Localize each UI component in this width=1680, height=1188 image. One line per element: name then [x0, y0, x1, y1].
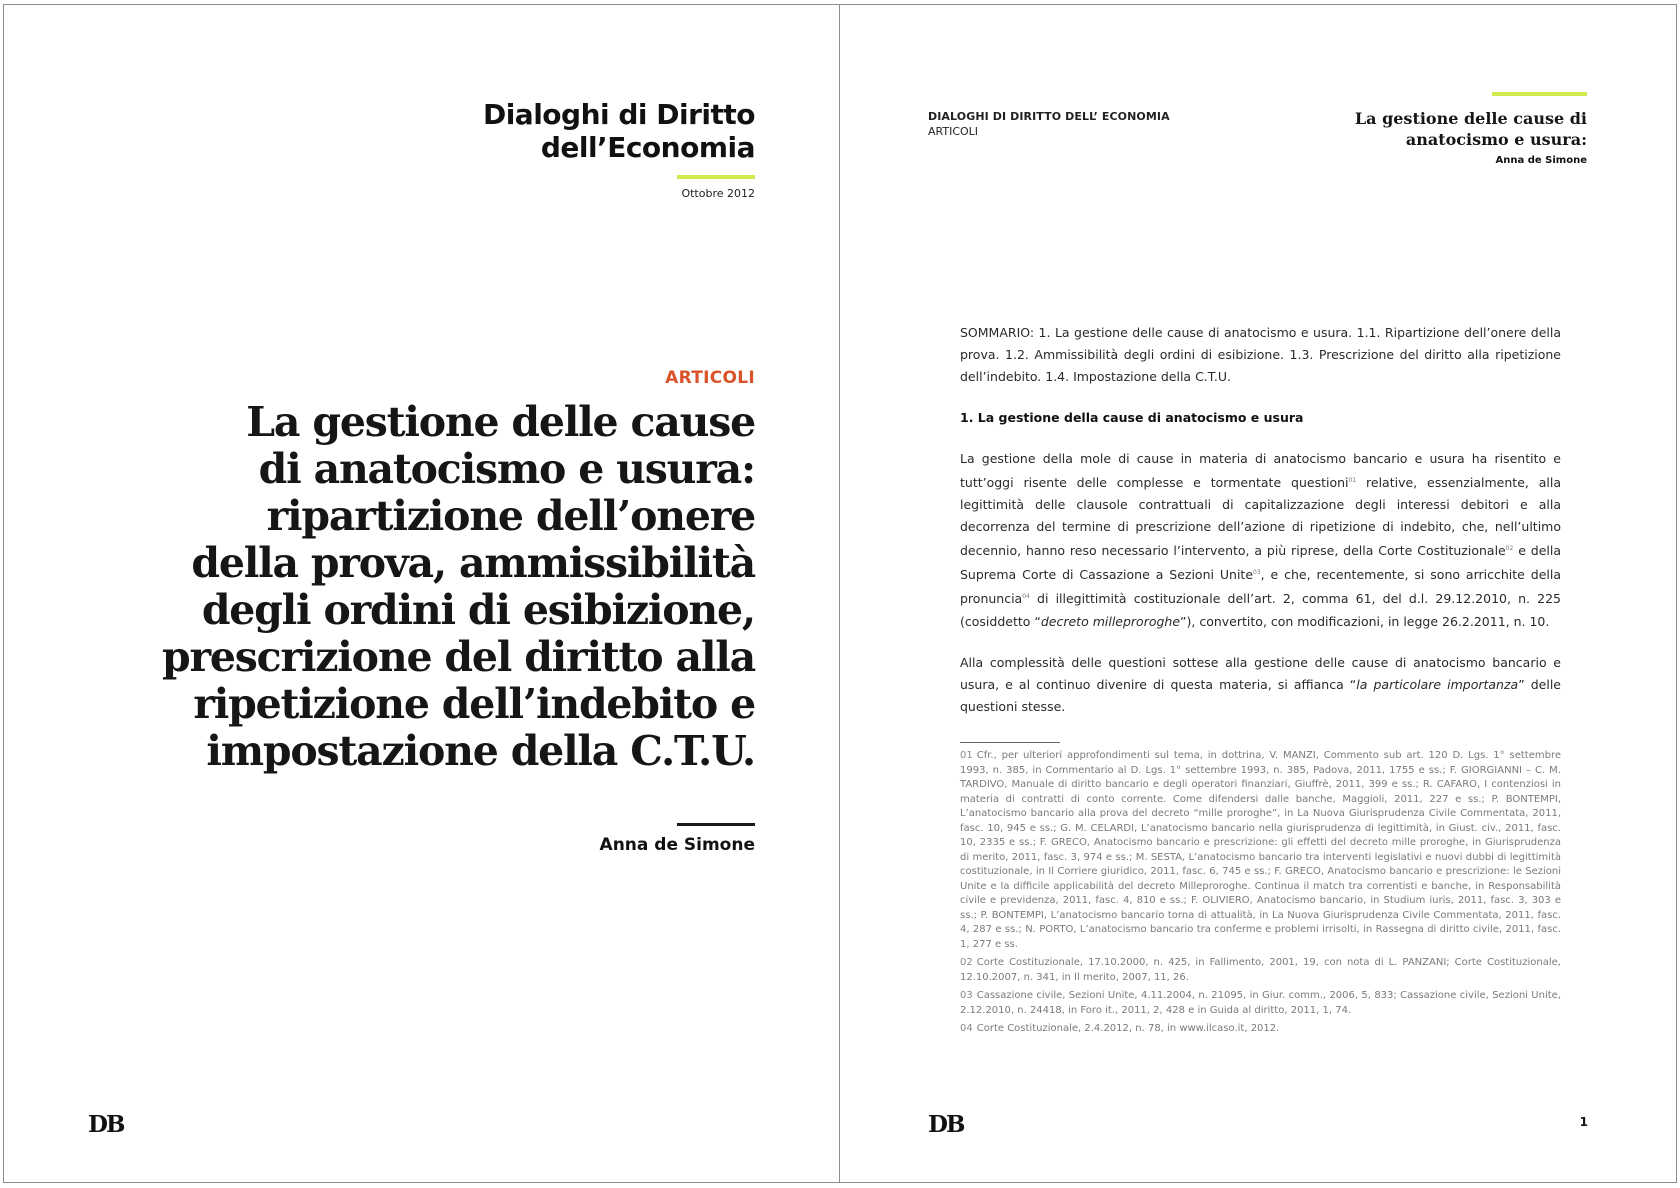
- footnote-reference[interactable]: 01: [1348, 477, 1357, 484]
- issue-date: Ottobre 2012: [681, 187, 755, 200]
- footnote-reference[interactable]: 03: [1253, 569, 1261, 577]
- article-title-line: degli ordini di esibizione,: [201, 586, 755, 634]
- footnote-number: 01: [960, 750, 973, 761]
- emphasis: decreto milleproroghe: [1040, 613, 1181, 629]
- text-run: La gestione della mole di cause in materia di anatocismo bancario e usura ha risentito e tutt’oggi risente delle complesse e tormentate questioni: [960, 451, 1561, 491]
- article-body: [960, 322, 1561, 737]
- text-run: , e che, recentemente, si sono arricchite della pronuncia: [960, 567, 1561, 607]
- accent-rule: [677, 175, 755, 179]
- text-run: ”), convertito, con modificazioni, in legge 26.2.2011, n. 10.: [1180, 613, 1550, 629]
- journal-title-line: Dialoghi di Diritto: [482, 98, 755, 131]
- right-page: [840, 4, 1676, 1183]
- text-run: relative, essenzialmente, alla legittimità delle clausole contrattuali di capitalizzazione degli interessi debitori e alla decorrenza del termine di prescrizione dell’azione di ripetizione di indebito, che, nell’ultimo decennio, hanno reso necessario l’intervento, a più riprese, della Corte Costituzionale: [960, 475, 1561, 559]
- footnote-text: Cassazione civile, Sezioni Unite, 4.11.2004, n. 21095, in Giur. comm., 2006, 5, 833; Cassazione civile, Sezioni Unite, 2.12.2010, n. 24418, in Foro it., 2011, 2, 428 e in Guida al diritto, 2011, 1, 74.: [960, 990, 1561, 1016]
- text-run: ” delle questioni stesse.: [960, 676, 1561, 714]
- left-page: [4, 4, 839, 1183]
- running-author: Anna de Simone: [1495, 155, 1587, 166]
- article-title-line: La gestione delle cause: [246, 398, 755, 446]
- body-paragraph: [960, 448, 1561, 633]
- short-title-line: anatocismo e usura:: [1405, 130, 1587, 149]
- footnote: [960, 956, 1561, 985]
- running-head-journal: DIALOGHI DI DIRITTO DELL’ ECONOMIA: [928, 110, 1170, 123]
- footnote: [960, 749, 1561, 952]
- footnote-text: Corte Costituzionale, 17.10.2000, n. 425, in Fallimento, 2001, 19, con nota di L. PANZANI; Corte Costituzionale, 12.10.2007, n. 341, in Il merito, 2007, 11, 26.: [960, 957, 1561, 983]
- footnotes: [960, 749, 1561, 1041]
- summary-paragraph: SOMMARIO: 1. La gestione delle cause di anatocismo e usura. 1.1. Ripartizione dell’onere della prova. 1.2. Ammissibilità degli ordini di esibizione. 1.3. Prescrizione del diritto alla ripetizione dell’indebito. 1.4. Impostazione della C.T.U.: [960, 325, 1561, 384]
- short-title-line: La gestione delle cause di: [1354, 109, 1587, 128]
- section-label: ARTICOLI: [665, 368, 755, 388]
- article-title-line: prescrizione del diritto alla: [162, 633, 755, 681]
- body-paragraph: [960, 652, 1561, 718]
- author-rule: [677, 823, 755, 826]
- article-title-line: ripartizione dell’onere: [266, 492, 755, 540]
- accent-rule: [1492, 92, 1587, 96]
- article-title: [135, 399, 755, 775]
- footnote-text: Corte Costituzionale, 2.4.2012, n. 78, in www.ilcaso.it, 2012.: [976, 1023, 1280, 1034]
- publisher-logo: DB: [88, 1111, 124, 1138]
- journal-title: [483, 98, 755, 164]
- footnote-number: 04: [960, 1023, 973, 1034]
- running-head: [928, 109, 1170, 139]
- journal-title-line: dell’Economia: [540, 131, 755, 164]
- footnote: [960, 989, 1561, 1018]
- emphasis: la particolare importanza: [1356, 676, 1519, 692]
- footnote-rule: [960, 742, 1060, 743]
- footnote-reference[interactable]: 04: [1022, 593, 1030, 601]
- footnote-number: 02: [960, 957, 973, 968]
- short-title: [1347, 108, 1587, 150]
- text-run: Alla complessità delle questioni sottese alla gestione delle cause di anatocismo bancario e usura, e al continuo divenire di questa materia, si affianca “: [960, 654, 1561, 692]
- article-title-line: della prova, ammissibilità: [191, 539, 755, 587]
- author-name: Anna de Simone: [599, 835, 755, 855]
- footnote-reference[interactable]: 02: [1505, 545, 1514, 553]
- footnote: [960, 1022, 1561, 1037]
- article-title-line: ripetizione dell’indebito e: [193, 680, 755, 728]
- footnote-number: 03: [960, 990, 973, 1001]
- footnote-text: Cfr., per ulteriori approfondimenti sul tema, in dottrina, V. MANZI, Commento sub art. 120 D. Lgs. 1° settembre 1993, n. 385, in Commentario al D. Lgs. 1° settembre 1993, n. 385, Padova, 2011, 1755 e ss.; F. GIORGIANNI – C. M. TARDIVO, Manuale di diritto bancario e degli operatori finanziari, Giuffrè, 2011, 399 e ss.; R. CAFARO, I contenziosi in materia di contratti di conto corrente. Come difendersi dalle banche, Maggioli, 2011, 227 e ss.; P. BONTEMPI, L’anatocismo bancario alla prova del decreto “mille proroghe”, in La Nuova Giurisprudenza Civile Commentata, 2011, fasc. 10, 945 e ss.; G. M. CELARDI, L’anatocismo bancario nella giurisprudenza di legittimità, in Giust. civ., 2011, fasc. 10, 2335 e ss.; F. GRECO, Anatocismo bancario e prescrizione: gli effetti del decreto mille proroghe, in Giurisprudenza di merito, 2011, fasc. 3, 974 e ss.; M. SESTA, L’anatocismo bancario tra interventi legislativi e nuovi dubbi di legittimità costituzionale, in Il Corriere giuridico, 2011, fasc. 6, 745 e ss.; F. GRECO, Anatocismo bancario e prescrizione: le Sezioni Unite e la difficile applicabilità del decreto Milleproroghe. Continua il match tra correntisti e banche, in Responsabilità civile e previdenza, 2011, fasc. 4, 810 e ss.; F. OLIVIERO, Anatocismo bancario, in Studium iuris, 2011, fasc. 3, 303 e ss.; P. BONTEMPI, L’anatocismo bancario torna di attualità, in La Nuova Giurisprudenza Civile Commentata, 2011, fasc. 4, 287 e ss.; N. PORTO, L’anatocismo bancario tra conferme e problemi irrisolti, in Rassegna di diritto civile, 2011, fasc. 1, 277 e ss.: [960, 750, 1561, 950]
- publisher-logo: DB: [928, 1111, 964, 1138]
- article-title-line: di anatocismo e usura:: [258, 445, 755, 493]
- section-heading: 1. La gestione della cause di anatocismo e usura: [960, 410, 1304, 425]
- running-head-section: ARTICOLI: [928, 125, 979, 138]
- article-title-line: impostazione della C.T.U.: [206, 727, 755, 775]
- text-run: e della Suprema Corte di Cassazione a Sezioni Unite: [960, 543, 1561, 583]
- page-number: 1: [1579, 1115, 1588, 1129]
- text-run: di illegittimità costituzionale dell’art. 2, comma 61, del d.l. 29.12.2010, n. 225 (cosiddetto “: [960, 591, 1561, 629]
